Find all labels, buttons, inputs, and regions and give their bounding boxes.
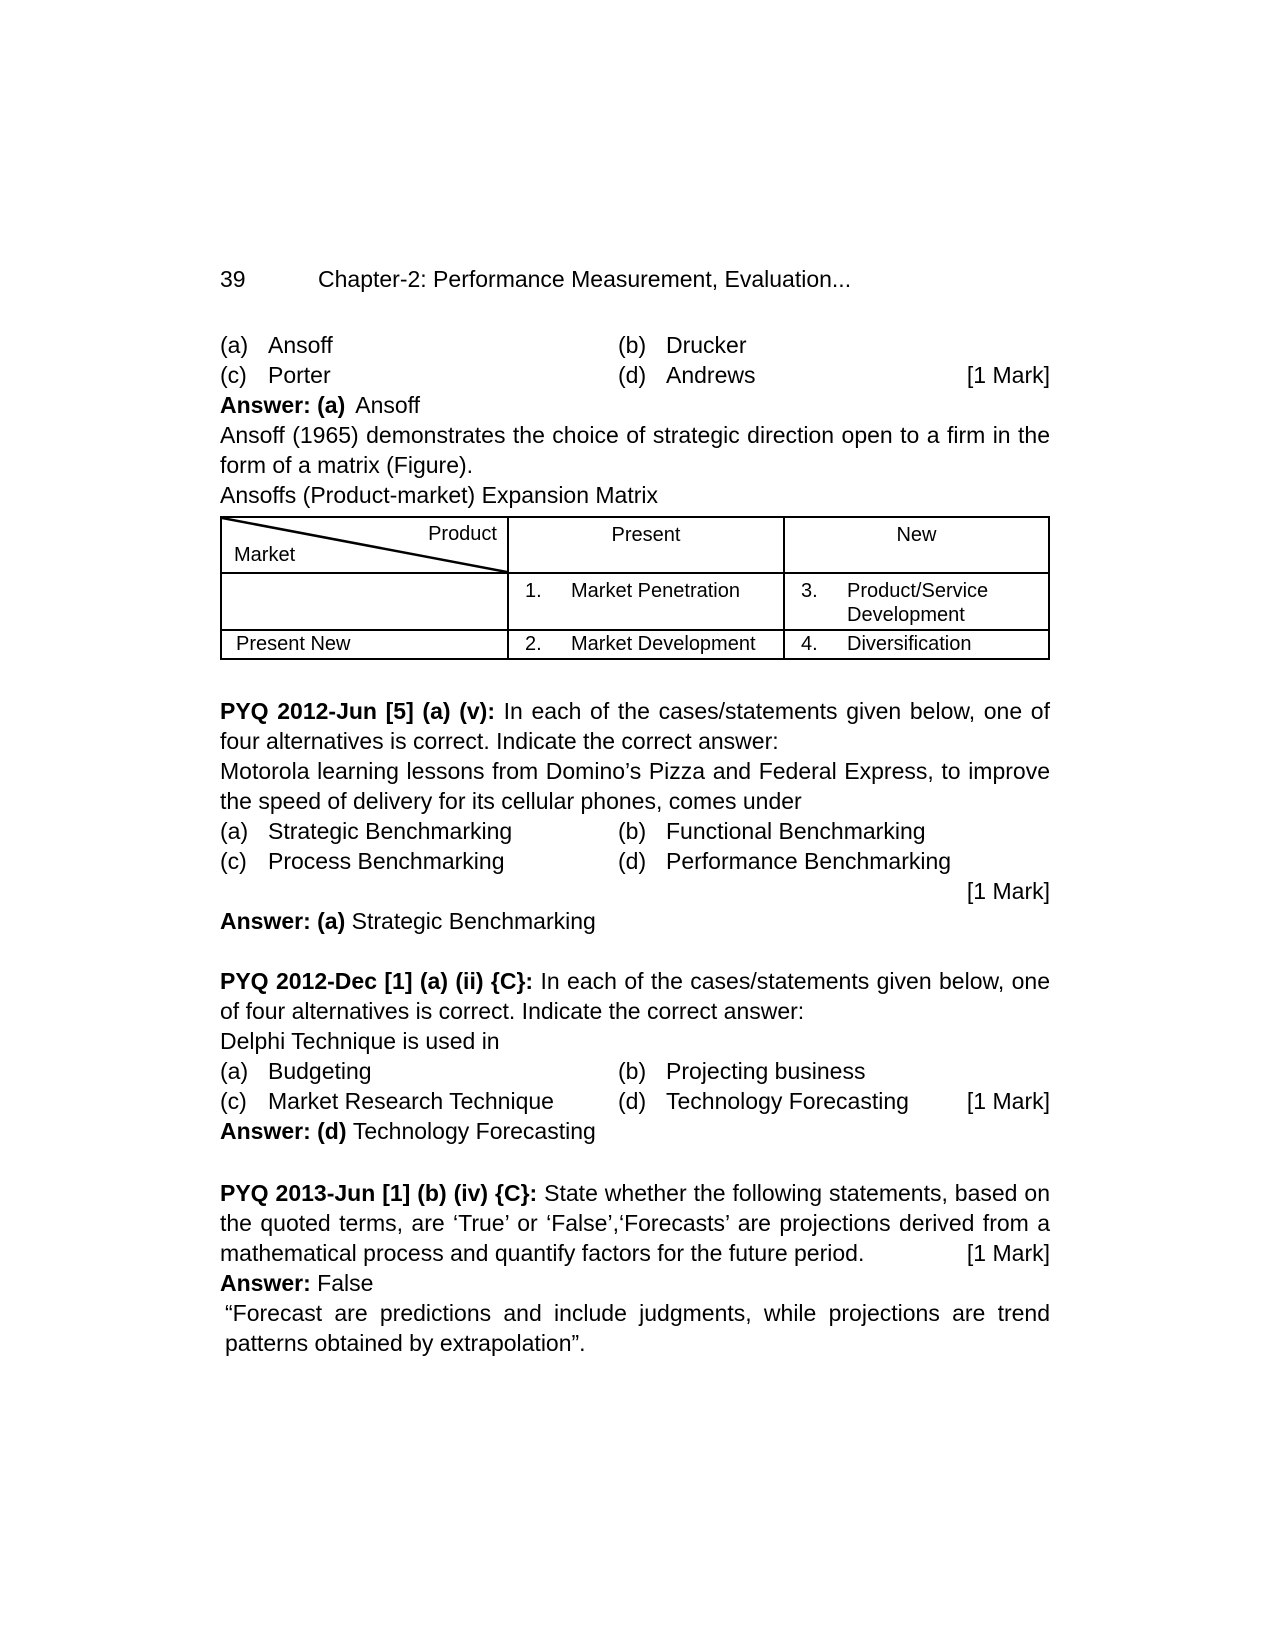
answer-text: Technology Forecasting [352, 1118, 596, 1144]
answer-lead: Answer: (a) [220, 908, 352, 934]
chapter-title: Chapter-2: Performance Measurement, Evaluation... [318, 266, 852, 292]
cell-number: 4. [801, 633, 818, 655]
answer-lead: Answer: (a) [220, 392, 346, 418]
option-text: Drucker [666, 332, 747, 358]
option-text: Performance Benchmarking [666, 848, 952, 874]
option-b [618, 330, 747, 360]
mark-badge: [1 Mark] [966, 1240, 1050, 1266]
option-text: Porter [268, 362, 331, 388]
option-c [220, 360, 618, 390]
option-text: Andrews [666, 362, 756, 388]
question-2-block [220, 696, 1050, 936]
question-intro: In each of the cases/statements given below, one of four alternatives is correct. Indicate the correct answer: [220, 968, 1050, 1024]
option-label: (d) [618, 362, 647, 388]
option-label: (c) [220, 848, 247, 874]
option-b [618, 1056, 865, 1086]
answer-line [220, 906, 1050, 936]
question-body: Motorola learning lessons from Domino’s Pizza and Federal Express, to improve the speed of delivery for its cellular phones, comes under [220, 758, 1050, 814]
option-row [220, 1056, 1050, 1086]
matrix-cell-diversification [783, 629, 1048, 658]
option-text: Technology Forecasting [666, 1088, 909, 1114]
option-d [618, 1086, 909, 1116]
option-label: (d) [618, 848, 647, 874]
option-row [220, 330, 1050, 360]
question-ref: PYQ 2013-Jun [1] (b) (iv) {C}: [220, 1180, 545, 1206]
option-label: (a) [220, 818, 249, 844]
answer-line [220, 1116, 1050, 1146]
option-c [220, 1086, 618, 1116]
cell-text: Product/Service Development [847, 580, 989, 626]
question-heading-body [220, 1178, 1050, 1268]
mark-badge: [1 Mark] [966, 1088, 1050, 1114]
answer-text: Ansoff [355, 392, 421, 418]
cell-text: Market Penetration [571, 580, 740, 602]
option-a [220, 816, 618, 846]
cell-number: 2. [525, 633, 542, 655]
option-d [618, 846, 951, 876]
answer-line [220, 390, 1050, 420]
option-b [618, 816, 926, 846]
question-body: State whether the following statements, based on the quoted terms, are ‘True’ or ‘False’,‘Forecasts’ are projections derived from a mathematical process and quantify factors for the future period. [220, 1180, 1050, 1266]
option-a [220, 1056, 618, 1086]
question-ref: PYQ 2012-Dec [1] (a) (ii) {C}: [220, 968, 541, 994]
answer-text: Strategic Benchmarking [351, 908, 596, 934]
cell-text: Market Development [571, 633, 756, 655]
question-body: Delphi Technique is used in [220, 1028, 500, 1054]
answer-text: False [317, 1270, 374, 1296]
corner-label-product: Product [428, 523, 497, 545]
option-a [220, 330, 618, 360]
option-label: (a) [220, 332, 249, 358]
option-row [220, 816, 1050, 846]
option-text: Budgeting [268, 1058, 372, 1084]
option-text: Projecting business [666, 1058, 866, 1084]
question-heading [220, 696, 1050, 756]
matrix-col-header-new: New [783, 518, 1048, 574]
option-label: (a) [220, 1058, 249, 1084]
option-d [618, 360, 755, 390]
option-label: (c) [220, 1088, 247, 1114]
matrix-col-header-present: Present [507, 518, 783, 574]
option-text: Ansoff [268, 332, 333, 358]
option-label: (d) [618, 1088, 647, 1114]
cell-number: 3. [801, 580, 818, 602]
question-1-block [220, 330, 1050, 660]
cell-number: 1. [525, 580, 542, 602]
option-text: Market Research Technique [268, 1088, 554, 1114]
page-number: 39 [220, 266, 246, 292]
option-label: (b) [618, 332, 647, 358]
answer-lead: Answer: (d) [220, 1118, 353, 1144]
running-head [220, 264, 1050, 294]
answer-note: “Forecast are predictions and include judgments, while projections are trend patterns obtained by extrapolation”. [225, 1300, 1050, 1356]
corner-label-market: Market [234, 544, 296, 566]
answer-line [220, 1268, 1050, 1298]
matrix-cell-product-service-development [783, 574, 1048, 629]
option-text: Process Benchmarking [268, 848, 505, 874]
option-label: (c) [220, 362, 247, 388]
option-label: (b) [618, 1058, 647, 1084]
question-ref: PYQ 2012-Jun [5] (a) (v): [220, 698, 504, 724]
matrix-row-label: Present New [222, 629, 507, 658]
option-text: Functional Benchmarking [666, 818, 926, 844]
option-row [220, 1086, 1050, 1116]
question-4-block [220, 1178, 1050, 1358]
mark-badge: [1 Mark] [966, 362, 1050, 388]
question-intro: In each of the cases/statements given below, one of four alternatives is correct. Indicate the correct answer: [220, 698, 1050, 754]
matrix-empty-cell [222, 574, 507, 629]
mark-badge: [1 Mark] [966, 878, 1050, 904]
option-label: (b) [618, 818, 647, 844]
matrix-corner-cell [222, 518, 507, 574]
answer-lead: Answer: [220, 1270, 318, 1296]
matrix-cell-market-development [507, 629, 783, 658]
question-heading [220, 966, 1050, 1026]
option-c [220, 846, 618, 876]
matrix-cell-market-penetration [507, 574, 783, 629]
question-3-block [220, 966, 1050, 1146]
option-row [220, 846, 1050, 876]
page-content [220, 264, 1050, 1358]
option-row [220, 360, 1050, 390]
ansoff-matrix-table [220, 516, 1050, 660]
matrix-caption: Ansoffs (Product-market) Expansion Matrix [220, 482, 659, 508]
cell-text: Diversification [847, 633, 972, 655]
option-text: Strategic Benchmarking [268, 818, 513, 844]
explanation-paragraph: Ansoff (1965) demonstrates the choice of strategic direction open to a firm in the form of a matrix (Figure). [220, 422, 1050, 478]
